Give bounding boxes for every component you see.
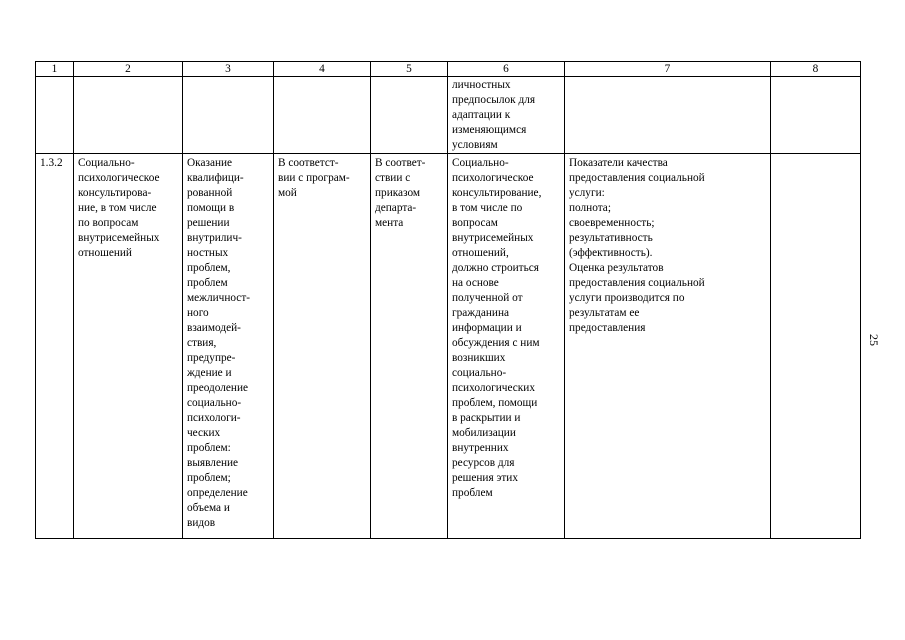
cell-procedure bbox=[448, 77, 565, 154]
column-header-6: 6 bbox=[448, 62, 565, 77]
column-header-7: 7 bbox=[565, 62, 771, 77]
services-table bbox=[35, 61, 861, 539]
cell-indicators bbox=[565, 154, 771, 539]
cell-id bbox=[36, 77, 74, 154]
cell-id-text: 1.3.2 bbox=[40, 157, 63, 169]
cell-indicators bbox=[565, 77, 771, 154]
cell-conditions bbox=[771, 154, 861, 539]
cell-name bbox=[74, 154, 183, 539]
column-header-8: 8 bbox=[771, 62, 861, 77]
cell-name-text: Социально- психологическое консультирова- ние, в том числе по вопросам внутрисемейных отношений bbox=[78, 157, 160, 259]
cell-cost-basis-text: В соответ- ствии с приказом дeпарта- мента bbox=[375, 157, 426, 229]
cell-terms-text: В соответст- вии с програм- мой bbox=[278, 157, 350, 199]
page-number: 25 bbox=[867, 334, 881, 346]
cell-description bbox=[183, 154, 274, 539]
cell-description-text: Оказание квалифици- рованной помощи в решении внутрилич- ностных проблем, проблем межличност- ного взаимодей- ствия, предупре- ждение и преодоление социально- психологи- ческих проблем: выявление проблем; определение объема и видов bbox=[187, 157, 251, 529]
cell-terms bbox=[274, 77, 371, 154]
cell-conditions bbox=[771, 77, 861, 154]
column-header-3: 3 bbox=[183, 62, 274, 77]
column-header-2: 2 bbox=[74, 62, 183, 77]
cell-indicators-text: Показатели качества предоставления социальной услуги: полнота; своевременность; результативность (эффективность). Оценка результатов предоставления социальной услуги производится по результатам ее предоставления bbox=[569, 157, 705, 334]
cell-name bbox=[74, 77, 183, 154]
column-header-4: 4 bbox=[274, 62, 371, 77]
table-row-continuation bbox=[36, 77, 861, 154]
header-row bbox=[36, 62, 861, 77]
cell-terms bbox=[274, 154, 371, 539]
cell-procedure bbox=[448, 154, 565, 539]
cell-id bbox=[36, 154, 74, 539]
column-header-5: 5 bbox=[371, 62, 448, 77]
cell-cost-basis bbox=[371, 77, 448, 154]
column-header-1: 1 bbox=[36, 62, 74, 77]
cell-cost-basis bbox=[371, 154, 448, 539]
table-row-service-1-3-2 bbox=[36, 154, 861, 539]
cell-description bbox=[183, 77, 274, 154]
cell-procedure-text: Социально- психологическое консультирование, в том числе по вопросам внутрисемейных отношений, должно строиться на основе полученной от гражданина информации и обсуждения с ним возникших социально- психологических проблем, помощи в раскрытии и мобилизации внутренних ресурсов для решения этих проблем bbox=[452, 157, 542, 499]
cell-procedure-text: личностных предпосылок для адаптации к изменяющимся условиям bbox=[452, 79, 536, 151]
